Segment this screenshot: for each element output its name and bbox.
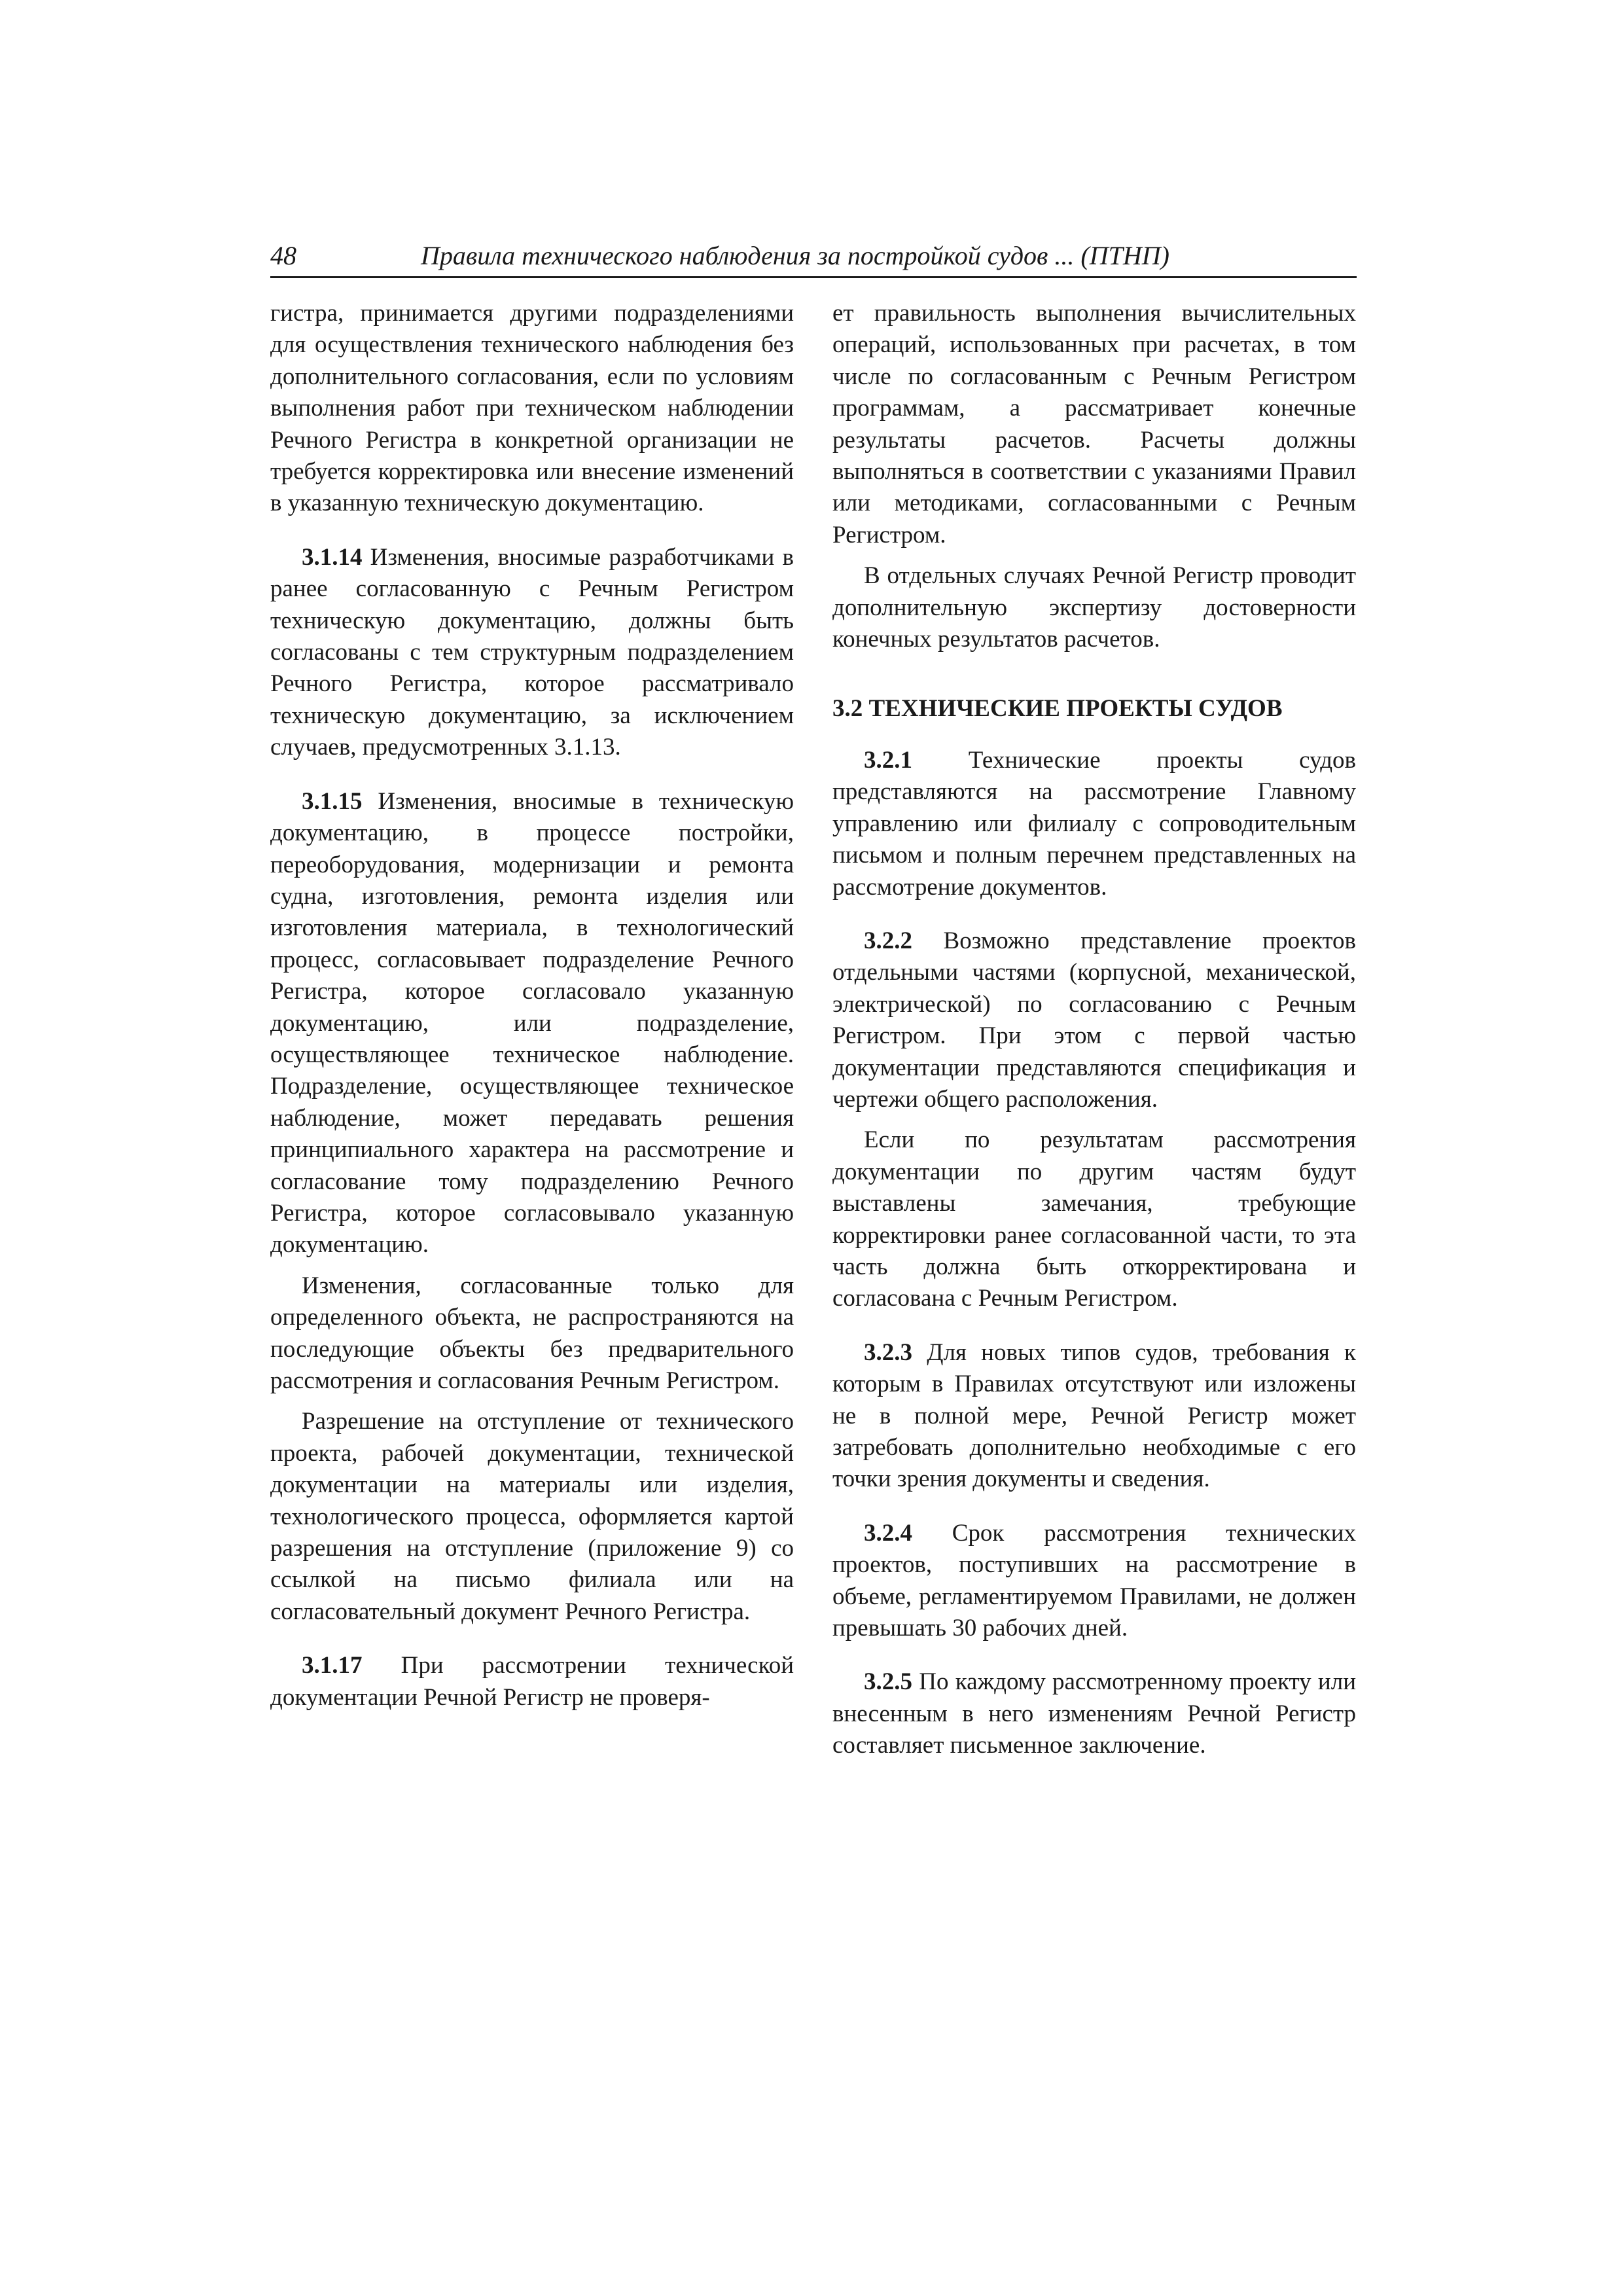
- paragraph-remarks: Если по результатам рассмотрения документации по другим частям будут выставлены замечания, требующие корректировки ранее согласованной части, то эта часть должна быть откорректирована и согласована с Речным Регистром.: [832, 1126, 1356, 1312]
- clause-text: При рассмотрении технической документации Речной Регистр не проверя-: [270, 1652, 794, 1711]
- paragraph-3-1-14: [270, 542, 794, 764]
- left-column: [270, 298, 794, 1713]
- right-column: [832, 298, 1356, 1762]
- paragraph-continuation: ет правильность выполнения вычислительных операций, использованных при расчетах, в том числе по согласованным с Речным Регистром программам, а рассматривает конечные результаты расчетов. Расчеты должны выполняться в соответствии с указаниями Правил или методиками, согласованными с Речным Регистром.: [832, 300, 1356, 548]
- clause-number: 3.2.3: [864, 1338, 912, 1366]
- clause-text: Изменения, вносимые разработчиками в ранее согласованную с Речным Регистром техническую документацию, должны быть согласованы с тем структурным подразделением Речного Регистра, которое рассматривало техническую документацию, за исключением случаев, предусмотренных 3.1.13.: [270, 543, 794, 761]
- clause-text: Срок рассмотрения технических проектов, поступивших на рассмотрение в объеме, регламентируемом Правилами, не должен превышать 30 рабочих дней.: [832, 1519, 1356, 1642]
- clause-number: 3.2.4: [864, 1519, 912, 1547]
- paragraph-3-2-2: [832, 925, 1356, 1115]
- paragraph-3-1-17: [270, 1650, 794, 1713]
- section-heading: 3.2 ТЕХНИЧЕСКИЕ ПРОЕКТЫ СУДОВ: [832, 695, 1283, 723]
- paragraph-continuation: гистра, принимается другими подразделениями для осуществления технического наблюдения без дополнительного согласования, если по условиям выполнения работ при техническом наблюдении Речного Регистра в конкретной организации не требуется корректировка или внесение изменений в указанную техническую документацию.: [270, 300, 794, 517]
- paragraph-3-2-1: [832, 745, 1356, 903]
- running-title: Правила технического наблюдения за постройкой судов ... (ПТНП): [421, 241, 1169, 270]
- clause-number: 3.2.1: [864, 746, 912, 774]
- paragraph-3-2-4: [832, 1518, 1356, 1645]
- clause-number: 3.2.2: [864, 927, 912, 954]
- paragraph-changes: Изменения, согласованные только для определенного объекта, не распространяются на последующие объекты без предварительного рассмотрения и согласования Речным Регистром.: [270, 1272, 794, 1394]
- clause-number: 3.1.17: [302, 1652, 363, 1679]
- clause-text: Для новых типов судов, требования к которым в Правилах отсутствуют или изложены не в полной мере, Речной Регистр может затребовать дополнительно необходимые с его точки зрения документы и сведения.: [832, 1338, 1356, 1493]
- page-number: 48: [270, 241, 296, 270]
- clause-text: Возможно представление проектов отдельными частями (корпусной, механической, электрической) по согласованию с Речным Регистром. При этом с первой частью документации представляются спецификация и чертежи общего расположения.: [832, 927, 1356, 1113]
- clause-text: Изменения, вносимые в техническую документацию, в процессе постройки, переоборудования, модернизации и ремонта судна, изготовления, ремонта изделия или изготовления материала, в технологический процесс, согласовывает подразделение Речного Регистра, которое согласовало указанную документацию, или подразделение, осуществляющее техническое наблюдение. Подразделение, осуществляющее техническое наблюдение, может передавать решения принципиального характера на рассмотрение и согласование тому подразделению Речного Регистра, которое согласовывало указанную документацию.: [270, 787, 794, 1259]
- clause-number: 3.1.14: [302, 543, 363, 571]
- clause-number: 3.2.5: [864, 1668, 912, 1696]
- clause-text: По каждому рассмотренному проекту или внесенным в него изменениям Речной Регистр составляет письменное заключение.: [832, 1668, 1356, 1759]
- paragraph-3-1-15: [270, 786, 794, 1261]
- clause-text: Технические проекты судов представляются на рассмотрение Главному управлению или филиалу с сопроводительным письмом и полным перечнем представленных на рассмотрение документов.: [832, 746, 1356, 901]
- clause-number: 3.1.15: [302, 787, 363, 815]
- paragraph-deviation-permit: Разрешение на отступление от технического проекта, рабочей документации, технической документации на материалы или изделия, технологического процесса, оформляется картой разрешения на отступление (приложение 9) со ссылкой на письмо филиала или на согласовательный документ Речного Регистра.: [270, 1408, 794, 1625]
- page-header: [270, 236, 1357, 278]
- paragraph-3-2-5: [832, 1666, 1356, 1761]
- paragraph-expertise: В отдельных случаях Речной Регистр проводит дополнительную экспертизу достоверности конечных результатов расчетов.: [832, 562, 1356, 653]
- paragraph-3-2-3: [832, 1337, 1356, 1496]
